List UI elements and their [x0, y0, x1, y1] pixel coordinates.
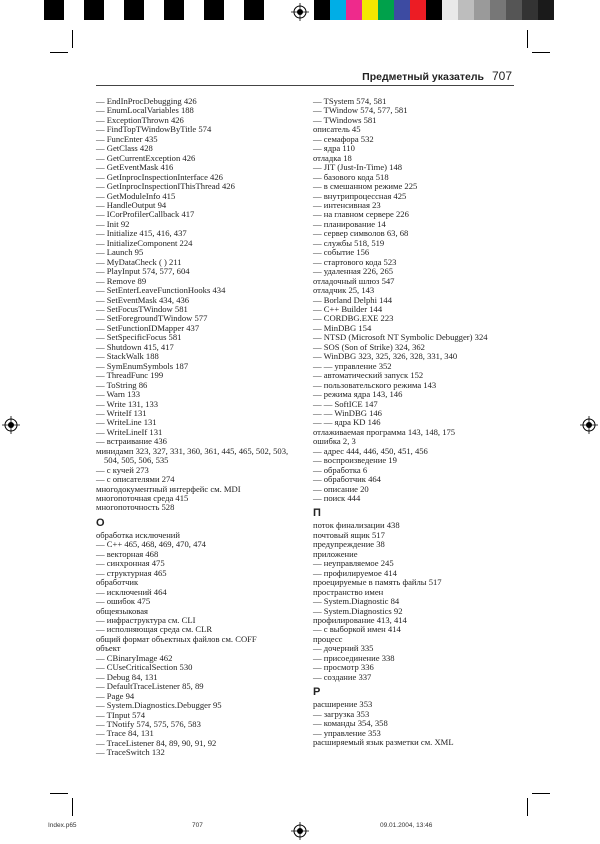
index-entry: — просмотр 336	[313, 662, 374, 673]
index-entry: — ошибок 475	[96, 596, 151, 607]
crop-mark	[50, 52, 68, 53]
index-entry: — InitializeComponent 224	[96, 237, 193, 248]
index-entry: — — SoftICE 147	[313, 398, 378, 409]
index-letter-heading: П	[313, 507, 321, 520]
index-entry: — планирование 14	[313, 218, 386, 229]
registration-mark-bottom-icon	[291, 822, 309, 840]
index-entry: — TraceListener 84, 89, 90, 91, 92	[96, 737, 217, 748]
index-entry: — синхронная 475	[96, 558, 165, 569]
index-entry: — Launch 95	[96, 247, 144, 258]
swatch	[84, 0, 104, 20]
index-entry: процесс	[313, 633, 343, 644]
swatch	[410, 0, 426, 20]
swatch	[44, 0, 64, 20]
index-entry: — с описателями 274	[96, 474, 175, 485]
swatch	[184, 0, 204, 20]
index-entry: — SymEnumSymbols 187	[96, 360, 189, 371]
index-entry: — обработка 6	[313, 464, 368, 475]
swatch	[330, 0, 346, 20]
index-entry: — Page 94	[96, 690, 135, 701]
index-entry: — команды 354, 358	[313, 718, 388, 729]
index-entry: — сервер символов 63, 68	[313, 228, 409, 239]
index-entry: — Trace 84, 131	[96, 728, 154, 739]
index-entry: минидамп 323, 327, 331, 360, 361, 445, 465, 502, 503, 504, 505, 506, 535	[96, 445, 289, 466]
crop-mark	[532, 52, 550, 53]
index-entry: — System.Diagnostics.Debugger 95	[96, 700, 222, 711]
index-entry: — GetEventMask 416	[96, 162, 174, 173]
swatch	[164, 0, 184, 20]
swatch	[144, 0, 164, 20]
index-entry: объект	[96, 643, 121, 654]
index-entry: — GetClass 428	[96, 143, 153, 154]
index-entry: — TWindow 574, 577, 581	[313, 105, 408, 116]
index-entry: многопоточность 528	[96, 502, 175, 513]
index-entry: ошибка 2, 3	[313, 436, 356, 447]
index-entry: — WriteIf 131	[96, 407, 147, 418]
index-entry: приложение	[313, 548, 358, 559]
index-entry: — создание 337	[313, 671, 372, 682]
swatch	[522, 0, 538, 20]
index-entry: — исключений 464	[96, 586, 167, 597]
index-entry: — дочерний 335	[313, 643, 374, 654]
index-entry: — GetModuleInfo 415	[96, 190, 176, 201]
swatch	[64, 0, 84, 20]
index-entry: — TWindows 581	[313, 114, 377, 125]
index-entry: — с кучей 273	[96, 464, 149, 475]
index-entry: — DefaultTraceListener 85, 89	[96, 681, 204, 692]
index-letter-heading: Р	[313, 686, 321, 699]
index-entry: — SetEventMask 434, 436	[96, 294, 190, 305]
swatch	[506, 0, 522, 20]
index-entry: — режима ядра 143, 146	[313, 389, 403, 400]
index-entry: расширяемый язык разметки см. XML	[313, 737, 454, 747]
index-entry: — SetForegroundTWindow 577	[96, 313, 208, 324]
index-entry: — структурная 465	[96, 567, 167, 578]
swatch	[244, 0, 264, 20]
index-entry: — воспроизведение 19	[313, 455, 397, 466]
index-entry: — TInput 574	[96, 709, 146, 720]
index-entry: — базового кода 518	[313, 171, 389, 182]
index-entry: — — ядра KD 146	[313, 417, 381, 428]
index-entry: — EnumLocalVariables 188	[96, 105, 194, 116]
index-entry: — инфраструктура см. CLI	[96, 615, 196, 626]
index-entry: почтовый ящик 517	[313, 529, 385, 540]
index-entry: — SetEnterLeaveFunctionHooks 434	[96, 285, 226, 296]
index-entry: — MyDataCheck ( ) 211	[96, 256, 182, 267]
index-entry: — Debug 84, 131	[96, 671, 158, 682]
index-column-left	[96, 97, 301, 758]
crop-mark	[72, 30, 73, 48]
index-entry: обработка исключений	[96, 529, 181, 540]
index-entry: — EndInProcDebugging 426	[96, 96, 197, 106]
index-entry: — — WinDBG 146	[313, 407, 382, 418]
index-entry: — поиск 444	[313, 493, 361, 504]
index-letter-heading: О	[96, 516, 105, 529]
index-column-right	[313, 97, 518, 747]
index-entry: — C++ Builder 144	[313, 303, 383, 314]
swatch	[378, 0, 394, 20]
index-entry: — HandleOutput 94	[96, 199, 167, 210]
slug-datetime: 09.01.2004, 13:46	[380, 822, 433, 829]
index-entry: поток финализации 438	[313, 520, 400, 531]
swatch	[204, 0, 224, 20]
index-entry: — StackWalk 188	[96, 351, 159, 362]
grayscale-bar	[44, 0, 264, 20]
index-entry: — SetFunctionIDMapper 437	[96, 322, 200, 333]
slug-page: 707	[192, 822, 203, 829]
index-entry: — Borland Delphi 144	[313, 294, 393, 305]
index-entry: — неуправляемое 245	[313, 558, 394, 569]
header-page-number: 707	[491, 69, 512, 83]
index-entry: — SOS (Son of Strike) 324, 362	[313, 341, 425, 352]
index-entry: — C++ 465, 468, 469, 470, 474	[96, 539, 206, 550]
index-entry: — событие 156	[313, 247, 370, 258]
index-entry: предупреждение 38	[313, 539, 385, 550]
index-entry: — SetSpecificFocus 581	[96, 332, 182, 343]
index-entry: — управление 353	[313, 727, 381, 738]
registration-mark-left-icon	[2, 416, 20, 434]
index-entry: — на главном сервере 226	[313, 209, 409, 220]
index-entry: — адрес 444, 446, 450, 451, 456	[313, 445, 428, 456]
index-entry: — JIT (Just-In-Time) 148	[313, 162, 403, 173]
index-entry: — CORDBG.EXE 223	[313, 313, 394, 324]
index-entry: — MinDBG 154	[313, 322, 372, 333]
crop-mark	[50, 793, 68, 794]
index-entry: обработчик	[96, 577, 139, 588]
index-entry: — WriteLineIf 131	[96, 426, 163, 437]
index-entry: — интенсивная 23	[313, 199, 381, 210]
index-entry: — ядра 110	[313, 143, 355, 154]
index-entry: — ThreadFunc 199	[96, 370, 164, 381]
swatch	[490, 0, 506, 20]
index-entry: — WriteLine 131	[96, 417, 157, 428]
index-entry: — FindTopTWindowByTitle 574	[96, 124, 212, 135]
swatch	[458, 0, 474, 20]
index-entry: многопоточная среда 415	[96, 493, 189, 504]
index-entry: отладка 18	[313, 152, 352, 163]
swatch	[538, 0, 554, 20]
index-entry: — TSystem 574, 581	[313, 96, 387, 106]
index-entry: — NTSD (Microsoft NT Symbolic Debugger) 324	[313, 332, 488, 343]
index-entry: — пользовательского режима 143	[313, 379, 437, 390]
index-entry: — удаленная 226, 265	[313, 266, 394, 277]
index-entry: проецируемые в память файлы 517	[313, 577, 442, 588]
index-entry: — внутрипроцессная 425	[313, 190, 407, 201]
index-entry: — GetCurrentException 426	[96, 152, 196, 163]
index-entry: — Warn 133	[96, 389, 141, 400]
index-entry: расширение 353	[313, 699, 373, 710]
index-entry: — GetInprocInspectionIThisThread 426	[96, 181, 235, 192]
index-entry: — CUseCriticalSection 530	[96, 662, 193, 673]
swatch	[124, 0, 144, 20]
swatch	[474, 0, 490, 20]
index-entry: — стартового кода 523	[313, 256, 397, 267]
registration-mark-top-icon	[291, 3, 309, 21]
index-entry: — Write 131, 133	[96, 398, 159, 409]
index-entry: профилирование 413, 414	[313, 615, 407, 626]
index-entry: — семафора 532	[313, 133, 374, 144]
index-entry: — TraceSwitch 132	[96, 747, 165, 758]
crop-mark	[527, 798, 528, 816]
crop-mark	[527, 30, 528, 48]
index-entry: общеязыковая	[96, 605, 148, 616]
index-entry: — Init 92	[96, 218, 130, 229]
index-entry: — ToString 86	[96, 379, 148, 390]
running-header	[96, 67, 514, 86]
crop-mark	[72, 798, 73, 816]
index-entry: описатель 45	[313, 124, 361, 135]
swatch	[394, 0, 410, 20]
index-entry: — профилируемое 414	[313, 567, 397, 578]
index-entry: общий формат объектных файлов см. COFF	[96, 633, 257, 644]
index-entry: — WinDBG 323, 325, 326, 328, 331, 340	[313, 351, 458, 362]
index-entry: — PlayInput 574, 577, 604	[96, 266, 190, 277]
index-entry: пространство имен	[313, 586, 384, 597]
index-entry: — загрузка 353	[313, 708, 370, 719]
index-entry: — — управление 352	[313, 360, 392, 371]
swatch	[224, 0, 244, 20]
swatch	[104, 0, 124, 20]
index-entry: — автоматический запуск 152	[313, 370, 424, 381]
index-entry: — ExceptionThrown 426	[96, 114, 184, 125]
color-swatch-bar	[314, 0, 554, 20]
swatch	[346, 0, 362, 20]
index-entry: — обработчик 464	[313, 474, 381, 485]
crop-mark	[532, 793, 550, 794]
index-entry: отлаживаемая программа 143, 148, 175	[313, 426, 456, 437]
index-entry: отладочный шлюз 547	[313, 275, 395, 286]
index-entry: — присоединение 338	[313, 652, 395, 663]
index-entry: — GetInprocInspectionInterface 426	[96, 171, 223, 182]
index-entry: — описание 20	[313, 483, 369, 494]
index-entry: — в смешанном режиме 225	[313, 181, 418, 192]
header-title: Предметный указатель	[362, 71, 484, 83]
index-entry: — System.Diagnostic 84	[313, 596, 400, 607]
index-entry: — CBinaryImage 462	[96, 652, 173, 663]
swatch	[442, 0, 458, 20]
index-entry: — исполняющая среда см. CLR	[96, 624, 213, 635]
index-entry: многодокументный интерфейс см. MDI	[96, 483, 241, 494]
index-entry: — System.Diagnostics 92	[313, 605, 403, 616]
index-entry: отладчик 25, 143	[313, 285, 375, 296]
swatch	[426, 0, 442, 20]
index-entry: — FuncEnter 435	[96, 133, 158, 144]
index-entry: — Initialize 415, 416, 437	[96, 228, 187, 239]
index-entry: — Shutdown 415, 417	[96, 341, 174, 352]
index-entry: — ICorProfilerCallback 417	[96, 209, 195, 220]
slug-filename: Index.p65	[48, 822, 77, 829]
swatch	[362, 0, 378, 20]
index-entry: — векторная 468	[96, 548, 159, 559]
index-entry: — TNotify 574, 575, 576, 583	[96, 719, 201, 729]
swatch	[314, 0, 330, 20]
index-entry: — с выборкой имен 414	[313, 624, 401, 635]
index-entry: — Remove 89	[96, 275, 147, 286]
index-entry: — службы 518, 519	[313, 237, 385, 248]
index-entry: — встраивание 436	[96, 436, 167, 447]
registration-mark-right-icon	[580, 416, 598, 434]
index-entry: — SetFocusTWindow 581	[96, 303, 188, 314]
